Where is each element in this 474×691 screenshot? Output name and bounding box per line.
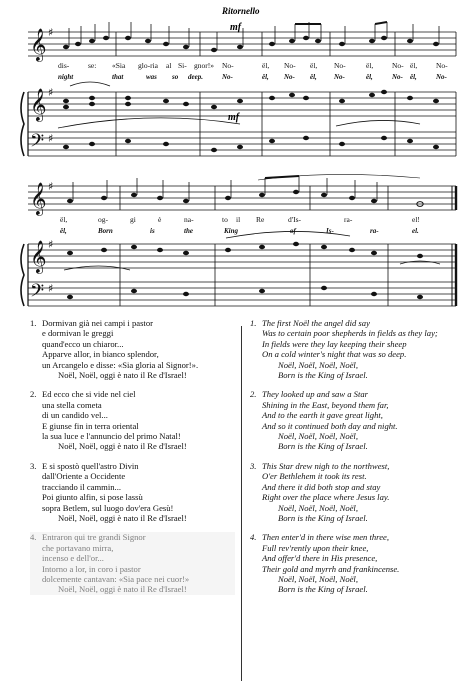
verse-line: un Arcangelo e disse: «Sia gloria al Signor!». <box>42 359 199 370</box>
lyric-it-1-12: ël, <box>366 61 374 70</box>
stanza-number: 2. <box>250 389 257 400</box>
verse-line: Then enter'd in there wise men three, <box>262 532 389 543</box>
lyric-it-2-4: na- <box>184 215 194 224</box>
verse-line: E si spostò quell'astro Divin <box>42 460 139 471</box>
system2-piano-bass <box>28 282 456 306</box>
refrain-line: Noël, Noël, oggi è nato il Re d'Israel! <box>58 441 187 452</box>
verse-line: incenso e dell'or... <box>42 553 104 564</box>
lyric-en-2-8: el. <box>412 227 419 235</box>
lyric-it-2-10: el! <box>412 215 420 224</box>
lyric-it-1-15: No- <box>436 61 448 70</box>
stanza-number: 4. <box>250 532 257 543</box>
verse-line: O'er Bethlehem it took its rest. <box>262 471 367 482</box>
refrain-line: Born is the King of Israel. <box>278 370 368 381</box>
verse-line: They looked up and saw a Star <box>262 389 368 400</box>
lyric-en-2-6: Is- <box>326 227 334 235</box>
lyric-en-1-13: No- <box>436 73 447 81</box>
lyric-it-1-2: «Sia <box>112 61 126 70</box>
lyric-it-2-3: è <box>158 215 162 224</box>
verse-line: Their gold and myrrh and frankincense. <box>262 563 400 574</box>
lyric-en-2-3: the <box>184 227 193 235</box>
verse-line: Shining in the East, beyond them far, <box>262 399 389 410</box>
lyric-it-1-11: No- <box>334 61 346 70</box>
verse-line: tracciando il cammin... <box>42 481 121 492</box>
stanza-number: 3. <box>250 460 257 471</box>
lyric-it-1-1: se: <box>88 61 97 70</box>
verse-line: di un candido vel... <box>42 410 108 421</box>
italian-verses <box>30 318 235 604</box>
svg-text:𝄞: 𝄞 <box>30 88 47 121</box>
lyric-en-1-1: that <box>112 73 124 81</box>
verse-line: And to the earth it gave great light, <box>262 410 383 421</box>
lyric-en-2-5: of <box>290 227 296 235</box>
lyric-en-1-9: No- <box>334 73 345 81</box>
music-score <box>0 0 474 315</box>
english-stanza-3 <box>250 461 470 523</box>
verse-line: quand'ecco un chiaror... <box>42 338 124 349</box>
lyric-en-2-7: ra- <box>370 227 379 235</box>
lyric-it-2-1: og- <box>98 215 108 224</box>
verse-line: E giunse fin in terra oriental <box>42 420 139 431</box>
refrain-line: Born is the King of Israel. <box>278 512 368 523</box>
verse-line: This Star drew nigh to the northwest, <box>262 460 390 471</box>
svg-text:♯: ♯ <box>48 26 54 39</box>
tempo-marking: Ritornello <box>222 6 260 16</box>
refrain-line: Noël, Noël, oggi è nato il Re d'Israel! <box>58 370 187 381</box>
lyric-en-2-4: King <box>224 227 239 235</box>
stanza-number: 2. <box>30 389 37 400</box>
italian-stanza-4 <box>30 532 235 594</box>
lyric-en-2-1: Born <box>98 227 113 235</box>
svg-text:♯: ♯ <box>48 180 54 193</box>
svg-text:𝄞: 𝄞 <box>30 182 47 215</box>
lyric-en-1-6: ël, <box>262 73 269 81</box>
verse-line: Apparve allor, in bianco splendor, <box>42 349 159 360</box>
italian-stanza-1 <box>30 318 235 380</box>
english-verses <box>250 318 470 604</box>
italian-stanza-2 <box>30 389 235 451</box>
svg-text:𝄞: 𝄞 <box>30 240 47 273</box>
verse-line: Poi giunto alfin, si pose lassù <box>42 492 143 503</box>
svg-text:♯: ♯ <box>48 238 54 251</box>
lyric-en-1-10: ël, <box>366 73 373 81</box>
lyric-en-1-2: was <box>146 73 157 81</box>
verse-line: dolcemente cantavan: «Sia pace nei cuor!» <box>42 573 190 584</box>
lyric-en-1-8: ël, <box>310 73 317 81</box>
refrain-line: Born is the King of Israel. <box>278 584 368 595</box>
english-stanza-4 <box>250 532 470 594</box>
verse-line: dall'Oriente a Occidente <box>42 471 126 482</box>
lyric-it-2-2: gi <box>130 215 136 224</box>
lyric-it-1-6: gnor!» <box>194 61 214 70</box>
english-stanza-2 <box>250 389 470 451</box>
system2-vocal-staff <box>28 186 456 210</box>
lyric-it-1-4: al <box>166 61 172 70</box>
lyric-it-1-3: glo-ria <box>138 61 158 70</box>
verse-line: Full rev'rently upon their knee, <box>262 542 369 553</box>
lyric-it-1-13: No- <box>392 61 404 70</box>
lyric-en-2-2: is <box>150 227 155 235</box>
refrain-line: Noël, Noël, oggi è nato il Re d'Israel! <box>58 584 187 595</box>
column-divider <box>241 326 242 681</box>
verse-line: una stella cometa <box>42 399 102 410</box>
verse-line: sopra Betlem, sul luogo dov'era Gesù! <box>42 502 174 513</box>
svg-text:♯: ♯ <box>48 86 54 99</box>
svg-text:♯: ♯ <box>48 132 54 145</box>
lyric-en-2-0: ël, <box>60 227 67 235</box>
lyric-it-1-5: Si- <box>178 61 187 70</box>
svg-text:𝄞: 𝄞 <box>30 28 47 61</box>
verse-line: Was to certain poor shepherds in fields as they lay; <box>262 328 438 339</box>
refrain-line: Noël, Noël, oggi è nato il Re d'Israel! <box>58 512 187 523</box>
verse-line: la sua luce e l'annuncio del primo Natal! <box>42 431 181 442</box>
lyric-en-1-4: deep. <box>188 73 203 81</box>
verse-line: The first Noël the angel did say <box>262 318 370 328</box>
verse-line: Right over the place where Jesus lay. <box>262 492 390 503</box>
lyric-en-1-3: so <box>172 73 179 81</box>
refrain-line: Noël, Noël, Noël, Noël, <box>278 359 358 370</box>
lyric-it-1-8: ël, <box>262 61 270 70</box>
lyric-it-2-8: d'Is- <box>288 215 302 224</box>
svg-text:𝄢: 𝄢 <box>30 131 45 156</box>
lyric-it-2-6: il <box>236 215 241 224</box>
system1-vocal-staff <box>28 32 456 56</box>
verse-line: And so it continued both day and night. <box>262 420 398 431</box>
lyric-it-1-7: No- <box>222 61 234 70</box>
lyric-it-2-7: Re <box>256 215 265 224</box>
svg-text:𝄢: 𝄢 <box>30 281 45 306</box>
stanza-number: 1. <box>250 318 257 328</box>
lyric-it-2-9: ra- <box>344 215 353 224</box>
lyric-en-1-5: No- <box>222 73 233 81</box>
lyric-it-1-9: No- <box>284 61 296 70</box>
verse-line: And offer'd there in His presence, <box>262 553 378 564</box>
italian-stanza-3 <box>30 461 235 523</box>
stanza-number: 3. <box>30 460 37 471</box>
verse-line: On a cold winter's night that was so deep. <box>262 349 407 360</box>
stanza-number: 4. <box>30 532 37 543</box>
lyric-it-1-14: ël, <box>410 61 418 70</box>
lyric-en-1-12: ël, <box>410 73 417 81</box>
english-stanza-1 <box>250 318 470 380</box>
verse-line: Intorno a lor, in coro i pastor <box>42 563 141 574</box>
refrain-line: Noël, Noël, Noël, Noël, <box>278 502 358 513</box>
verse-line: Entraron qui tre grandi Signor <box>42 532 146 543</box>
verse-line: Dormivan già nei campi i pastor <box>42 318 153 328</box>
lyric-en-1-0: night <box>58 73 74 81</box>
lyric-en-1-11: No- <box>392 73 403 81</box>
system2-piano-treble <box>28 244 456 268</box>
lyric-it-1-0: dis- <box>58 61 70 70</box>
lyric-it-2-0: ël, <box>60 215 68 224</box>
lyric-it-2-5: to <box>222 215 228 224</box>
verse-line: e dormivan le greggi <box>42 328 114 339</box>
stanza-number: 1. <box>30 318 37 328</box>
dynamic-piano: mf <box>228 112 240 123</box>
svg-text:♯: ♯ <box>48 282 54 295</box>
lyric-it-1-10: ël, <box>310 61 318 70</box>
refrain-line: Noël, Noël, Noël, Noël, <box>278 573 358 584</box>
dynamic-top: mf <box>230 22 242 33</box>
verse-line: che portavano mirra, <box>42 542 114 553</box>
lyric-en-1-7: No- <box>284 73 295 81</box>
verses-section <box>0 318 474 691</box>
verse-line: In fields were they lay keeping their sheep <box>262 338 407 349</box>
refrain-line: Born is the King of Israel. <box>278 441 368 452</box>
verse-line: And there it did both stop and stay <box>262 481 381 492</box>
refrain-line: Noël, Noël, Noël, Noël, <box>278 431 358 442</box>
verse-line: Ed ecco che si vide nel ciel <box>42 389 136 400</box>
